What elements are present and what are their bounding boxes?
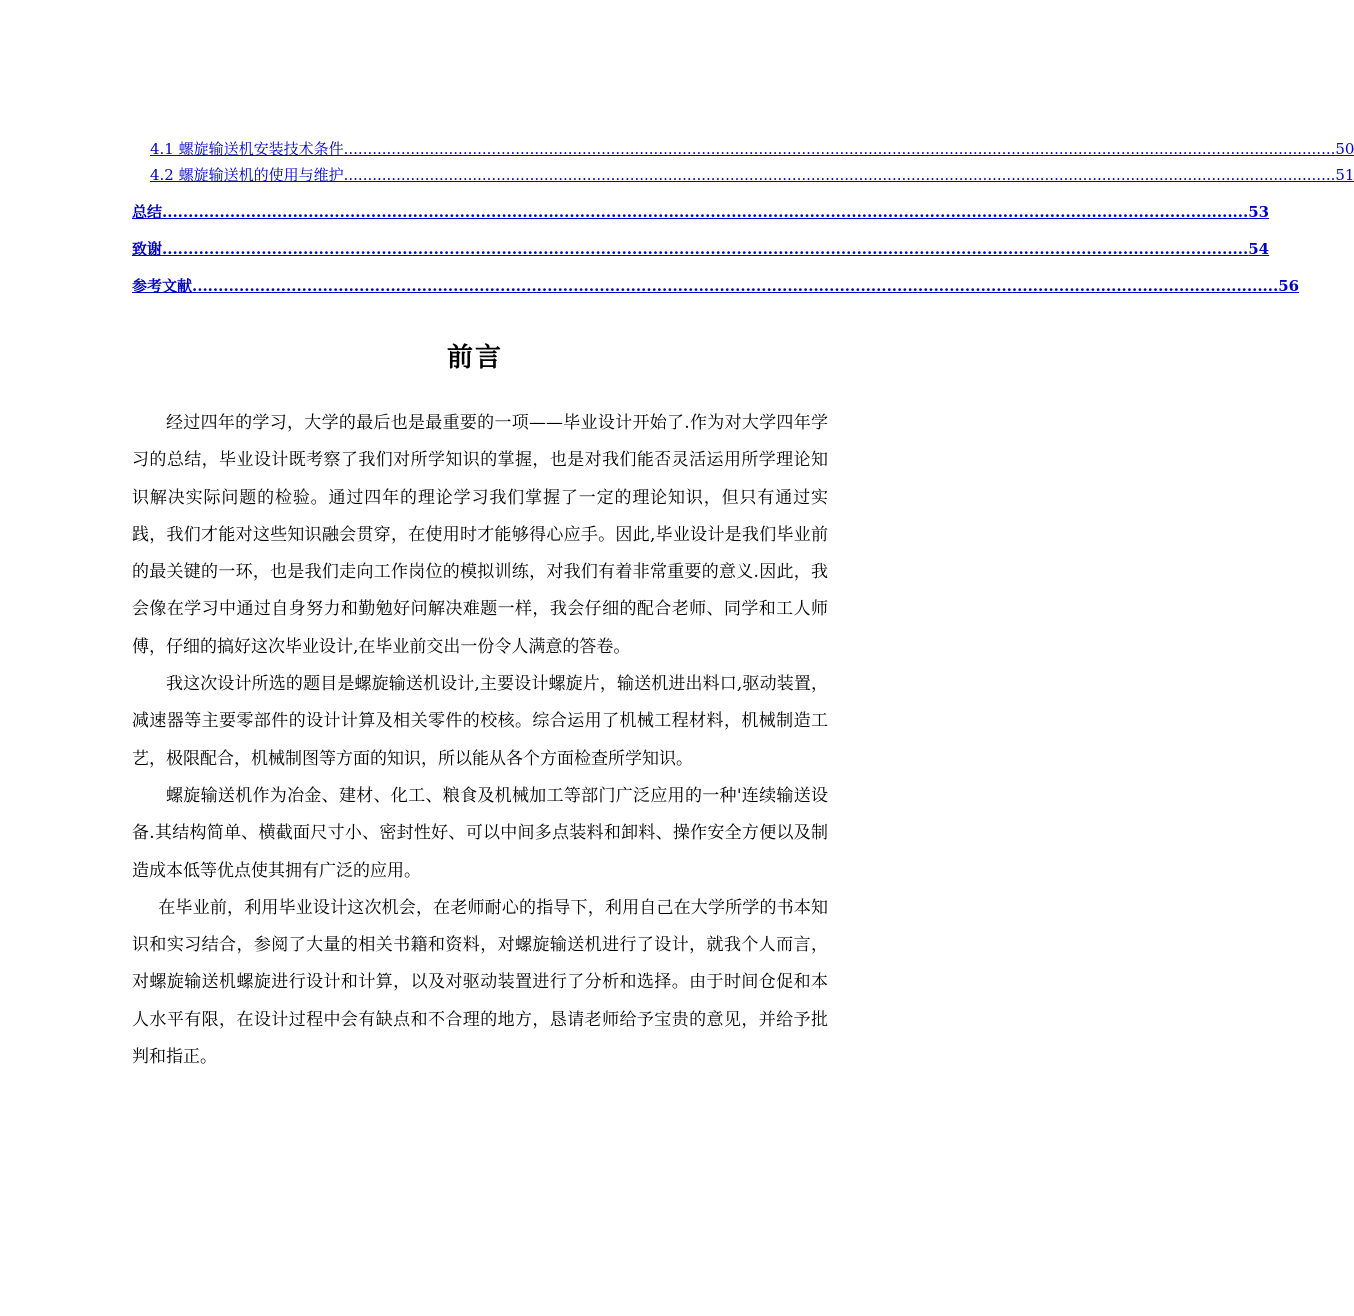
toc-entry-acknowledgements[interactable] — [132, 238, 1270, 260]
toc-leader-dots: ................................................................................................................................................................................................................ — [162, 203, 1249, 221]
preface-paragraph: 我这次设计所选的题目是螺旋输送机设计,主要设计螺旋片，输送机进出料口,驱动装置，减速器等主要零部件的设计计算及相关零件的校核。综合运用了机械工程材料，机械制造工艺，极限配合，机械制图等方面的知识，所以能从各个方面检查所学知识。 — [132, 674, 828, 769]
preface-paragraph: 经过四年的学习，大学的最后也是最重要的一项——毕业设计开始了.作为对大学四年学习的总结，毕业设计既考察了我们对所学知识的掌握，也是对我们能否灵活运用所学理论知识解决实际问题的检验。通过四年的理论学习我们掌握了一定的理论知识，但只有通过实践，我们才能对这些知识融会贯穿，在使用时才能够得心应手。因此,毕业设计是我们毕业前的最关键的一环，也是我们走向工作岗位的模拟训练，对我们有着非常重要的意义.因此，我会像在学习中通过自身努力和勤勉好问解决难题一样，我会仔细的配合老师、同学和工人师傅，仔细的搞好这次毕业设计,在毕业前交出一份令人满意的答卷。 — [132, 413, 828, 657]
toc-entry-page: 53 — [1248, 203, 1270, 221]
toc-entry-page: 56 — [1278, 277, 1300, 295]
toc-entry-4-1[interactable] — [150, 139, 1354, 159]
toc-leader-dots: ................................................................................................................................................................................................................ — [192, 277, 1279, 295]
toc-leader-dots: ................................................................................................................................................................................................................ — [162, 240, 1249, 258]
toc-entry-page: 51 — [1335, 166, 1354, 184]
toc-leader-dots: ................................................................................................................................................................................................................ — [343, 140, 1336, 158]
toc-entry-summary[interactable] — [132, 201, 1270, 223]
toc-entry-label: 致谢 — [132, 240, 163, 258]
toc-entry-label: 4.1 螺旋输送机安装技术条件 — [150, 140, 344, 158]
toc-entry-references[interactable] — [132, 275, 1300, 297]
preface-paragraph: 螺旋输送机作为冶金、建材、化工、粮食及机械加工等部门广泛应用的一种'连续输送设备.其结构简单、横截面尺寸小、密封性好、可以中间多点装料和卸料、操作安全方便以及制造成本低等优点使其拥有广泛的应用。 — [132, 785, 828, 881]
preface-paragraph: 在毕业前，利用毕业设计这次机会，在老师耐心的指导下，利用自己在大学所学的书本知识和实习结合，参阅了大量的相关书籍和资料，对螺旋输送机进行了设计，就我个人而言，对螺旋输送机螺旋进行设计和计算，以及对驱动装置进行了分析和选择。由于时间仓促和本人水平有限，在设计过程中会有缺点和不合理的地方，恳请老师给予宝贵的意见，并给予批判和指正。 — [132, 897, 828, 1068]
toc-entry-page: 54 — [1248, 240, 1270, 258]
preface-title: 前言 — [446, 343, 503, 373]
preface-body — [132, 405, 828, 1076]
toc-leader-dots: ................................................................................................................................................................................................................ — [343, 166, 1336, 184]
toc-entry-label: 总结 — [132, 203, 163, 221]
toc-entry-4-2[interactable] — [150, 165, 1354, 185]
toc-entry-label: 4.2 螺旋输送机的使用与维护 — [150, 166, 344, 184]
toc-entry-page: 50 — [1335, 140, 1354, 158]
toc-entry-label: 参考文献 — [132, 277, 193, 295]
